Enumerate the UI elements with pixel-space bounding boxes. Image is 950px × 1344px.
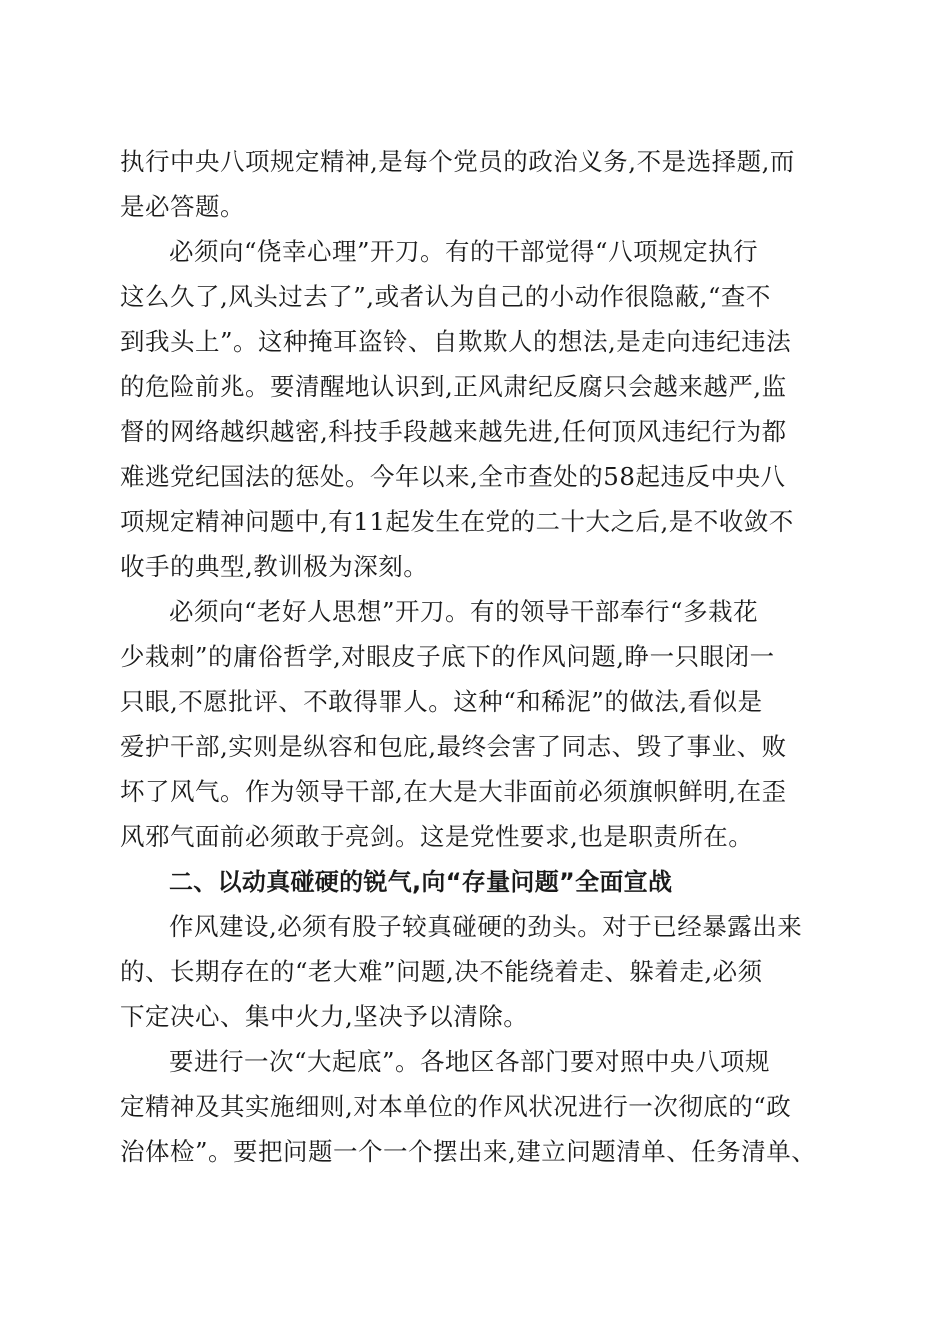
text-line: 少栽刺”的庸俗哲学,对眼皮子底下的作风问题,睁一只眼闭一 [120, 642, 775, 671]
text-line: 下定决心、集中火力,坚决予以清除。 [120, 1002, 529, 1031]
text-line: 风邪气面前必须敢于亮剑。这是党性要求,也是职责所在。 [120, 822, 754, 851]
text-line: 坏了风气。作为领导干部,在大是大非面前必须旗帜鲜明,在歪 [120, 777, 787, 806]
text-line: 收手的典型,教训极为深刻。 [120, 552, 429, 581]
text-line: 这么久了,风头过去了”,或者认为自己的小动作很隐蔽,“查不 [120, 282, 771, 311]
text-line: 难逃党纪国法的惩处。今年以来,全市查处的58起违反中央八 [120, 462, 786, 491]
text-line: 爱护干部,实则是纵容和包庇,最终会害了同志、毁了事业、败 [120, 732, 787, 761]
text-line: 督的网络越织越密,科技手段越来越先进,任何顶风违纪行为都 [120, 417, 787, 446]
text-line: 必须向“老好人思想”开刀。有的领导干部奉行“多栽花 [169, 597, 759, 626]
text-line: 到我头上”。这种掩耳盗铃、自欺欺人的想法,是走向违纪违法 [120, 327, 792, 356]
section-heading: 二、以动真碰硬的锐气,向“存量问题”全面宣战 [169, 868, 673, 896]
text-line: 作风建设,必须有股子较真碰硬的劲头。对于已经暴露出来 [169, 912, 803, 941]
text-line: 的危险前兆。要清醒地认识到,正风肃纪反腐只会越来越严,监 [120, 372, 787, 401]
text-line: 的、长期存在的“老大难”问题,决不能绕着走、躲着走,必须 [120, 957, 763, 986]
text-line: 是必答题。 [120, 192, 245, 221]
text-line: 项规定精神问题中,有11起发生在党的二十大之后,是不收敛不 [120, 507, 794, 536]
text-line: 定精神及其实施细则,对本单位的作风状况进行一次彻底的“政 [120, 1092, 792, 1121]
text-line: 只眼,不愿批评、不敢得罪人。这种“和稀泥”的做法,看似是 [120, 687, 763, 716]
text-line: 要进行一次“大起底”。各地区各部门要对照中央八项规 [169, 1047, 771, 1076]
text-line: 执行中央八项规定精神,是每个党员的政治义务,不是选择题,而 [120, 147, 795, 176]
text-line: 必须向“侥幸心理”开刀。有的干部觉得“八项规定执行 [169, 237, 759, 266]
text-line: 治体检”。要把问题一个一个摆出来,建立问题清单、任务清单、 [120, 1137, 817, 1166]
